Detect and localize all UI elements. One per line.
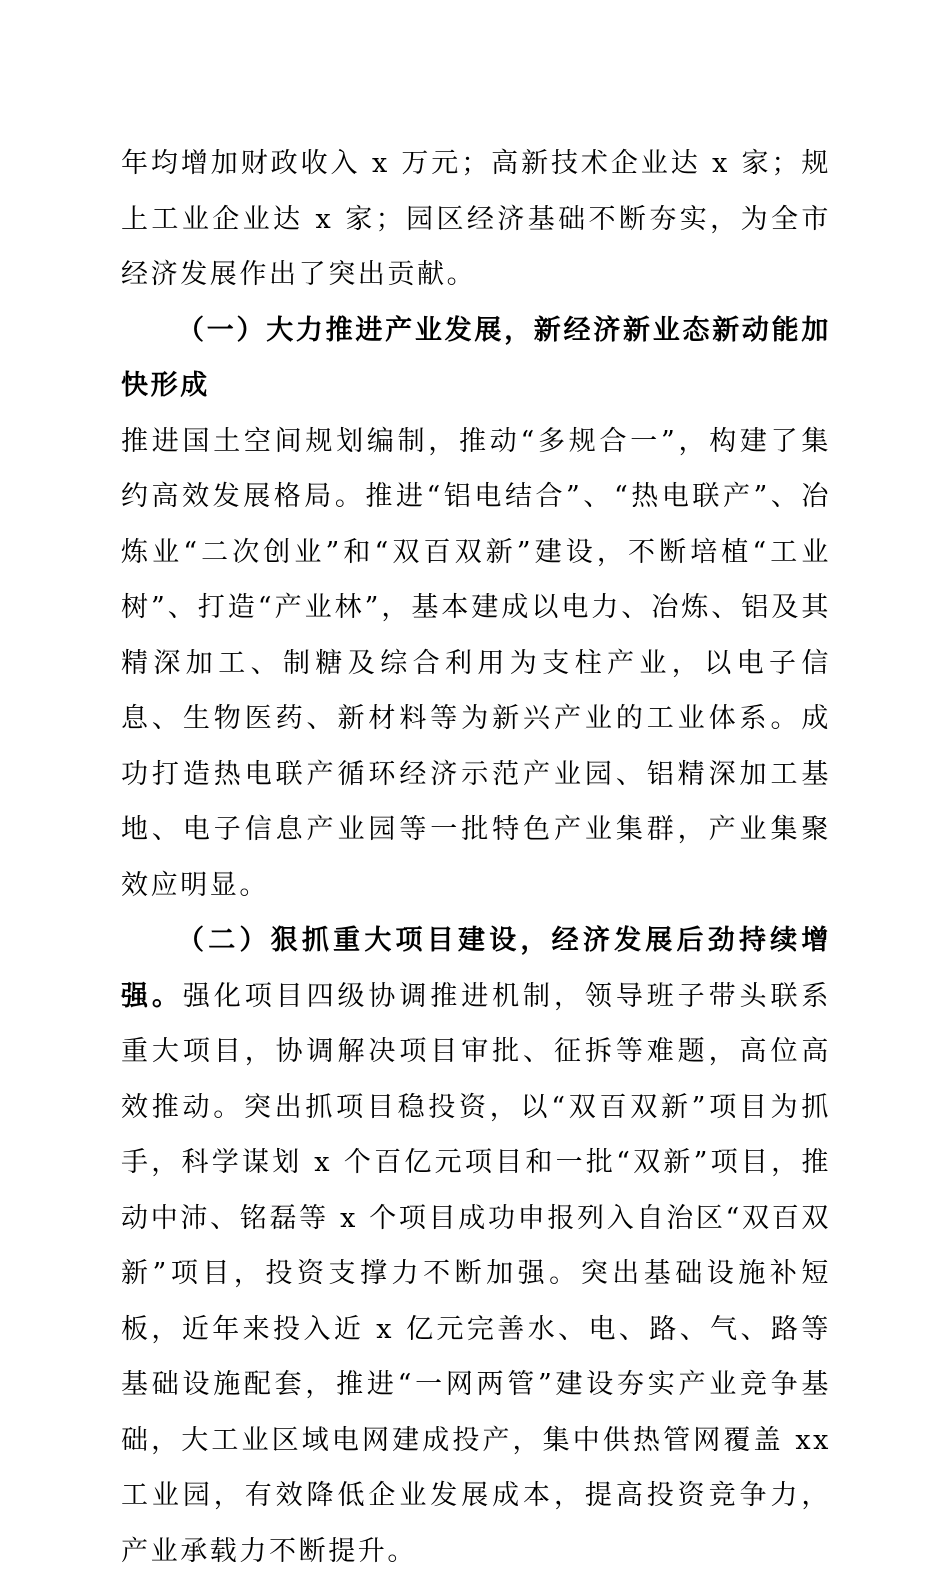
section-heading-1: （一）大力推进产业发展，新经济新业态新动能加快形成	[121, 314, 831, 401]
paragraph-text: 年均增加财政收入 x 万元；高新技术企业达 x 家；规上工业企业达 x 家；园区经济基础不断夯实，为全市经济发展作出了突出贡献。	[121, 148, 831, 290]
section-heading-2: （二）狠抓重大项目建设，经济发展后劲持续增强。	[121, 925, 831, 1012]
paragraph-section-2	[121, 913, 831, 1579]
paragraph-section-1	[121, 303, 831, 914]
document-body	[121, 136, 831, 1579]
paragraph-continuation	[121, 136, 831, 303]
paragraph-text: 强化项目四级协调推进机制，领导班子带头联系重大项目，协调解决项目审批、征拆等难题，高位高效推动。突出抓项目稳投资，以“双百双新”项目为抓手，科学谋划 x 个百亿元项目和一批“双新”项目，推动中沛、铭磊等 x 个项目成功申报列入自治区“双百双新”项目，投资支撑力不断加强。突出基础设施补短板，近年来投入近 x 亿元完善水、电、路、气、路等基础设施配套，推进“一网两管”建设夯实产业竞争基础，大工业区域电网建成投产，集中供热管网覆盖 xx 工业园，有效降低企业发展成本，提高投资竞争力，产业承载力不断提升。	[121, 980, 831, 1567]
paragraph-text: 推进国土空间规划编制，推动“多规合一”，构建了集约高效发展格局。推进“铝电结合”、“热电联产”、冶炼业“二次创业”和“双百双新”建设，不断培植“工业树”、打造“产业林”，基本建成以电力、冶炼、铝及其精深加工、制糖及综合利用为支柱产业，以电子信息、生物医药、新材料等为新兴产业的工业体系。成功打造热电联产循环经济示范产业园、铝精深加工基地、电子信息产业园等一批特色产业集群，产业集聚效应明显。	[121, 425, 831, 901]
